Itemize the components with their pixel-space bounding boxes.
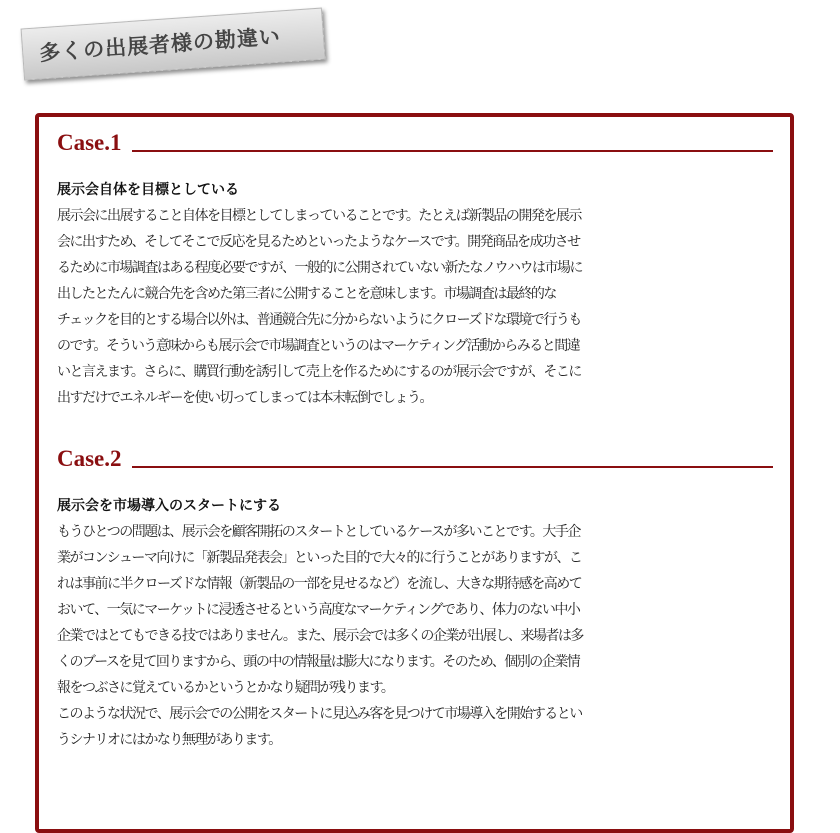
case2-line: 企業ではとてもできる技ではありません。また、展示会では多くの企業が出展し、来場者は多 (57, 628, 583, 644)
case1-rule (132, 150, 773, 152)
tag-label-paper (21, 8, 326, 81)
case1-line: いと言えます。さらに、購買行動を誘引して売上を作るためにするのが展示会ですが、そこに (57, 364, 581, 380)
case2-line: れは事前に半クローズドな情報（新製品の一部を見せるなど）を流し、大きな期待感を高めて (57, 576, 582, 592)
case1-line: るために市場調査はある程度必要ですが、一般的に公開されていない新たなノウハウは市場に (57, 260, 582, 276)
case1-header (57, 131, 773, 154)
case2-rule (132, 466, 773, 468)
case1-line: のです。そういう意味からも展示会で市場調査というのはマーケティング活動からみると間違 (57, 338, 580, 354)
case2-body (57, 519, 777, 753)
case2-line: もうひとつの問題は、展示会を顧客開拓のスタートとしているケースが多いことです。大手企 (57, 524, 580, 540)
tag-label-text: 多くの出展者様の勘違い (38, 23, 282, 66)
content-panel (35, 113, 794, 833)
case2-line: おいて、一気にマーケットに浸透させるという高度なマーケティングであり、体力のない中小 (57, 602, 580, 618)
case2-line: うシナリオにはかなり無理があります。 (57, 732, 281, 748)
case1-line: チェックを目的とする場合以外は、普通競合先に分からないようにクローズドな環境で行うも (57, 312, 581, 328)
case2-header (57, 447, 773, 470)
case2-line: このような状況で、展示会での公開をスタートに見込み客を見つけて市場導入を開始するとい (57, 706, 582, 722)
case1-line: 展示会に出展すること自体を目標としてしまっていることです。たとえば新製品の開発を展示 (57, 208, 581, 224)
case2-heading: 展示会を市場導入のスタートにする (57, 498, 281, 514)
tag-label (22, 8, 334, 78)
case1-line: 出すだけでエネルギーを使い切ってしまっては本末転倒でしょう。 (57, 390, 432, 406)
case1-heading: 展示会自体を目標としている (57, 182, 239, 198)
case2-line: 報をつぶさに覚えているかというとかなり疑問が残ります。 (57, 680, 394, 696)
case2-line: 業がコンシューマ向けに「新製品発表会」といった目的で大々的に行うことがありますが、こ (57, 550, 582, 566)
case1-line: 会に出すため、そしてそこで反応を見るためといったようなケースです。開発商品を成功させ (57, 234, 580, 250)
case2-line: くのブースを見て回りますから、頭の中の情報量は膨大になります。そのため、個別の企業情 (57, 654, 580, 670)
case1-line: 出したとたんに競合先を含めた第三者に公開することを意味します。市場調査は最終的な (57, 286, 556, 302)
case2-title: Case.2 (57, 446, 122, 471)
case1-title: Case.1 (57, 130, 122, 155)
case1-body (57, 203, 777, 411)
